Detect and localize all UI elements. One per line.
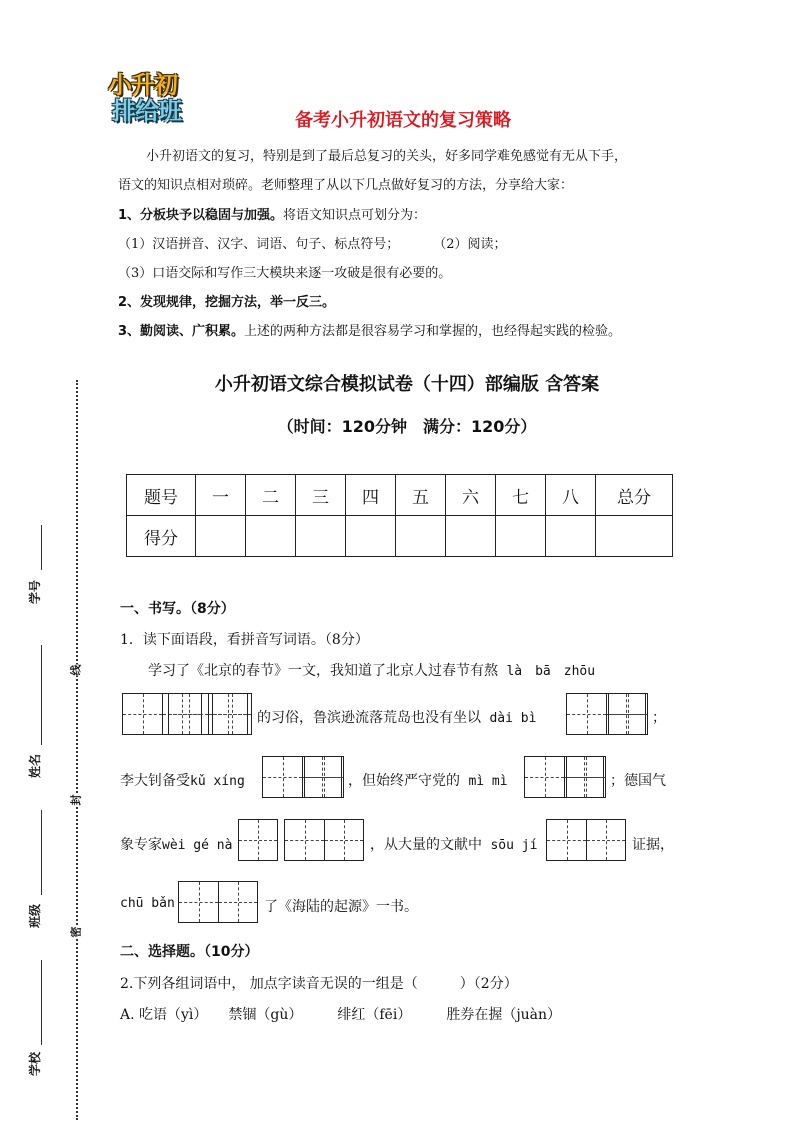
pinyin-chu-ban: chū bǎn — [120, 896, 175, 911]
q1-line4-mid-text: ，从大量的文献中 — [370, 837, 482, 853]
answer-grid-zhou[interactable] — [212, 693, 252, 735]
score-col-1: 一 — [196, 475, 246, 516]
score-col-3: 三 — [296, 475, 346, 516]
score-cell[interactable] — [496, 516, 546, 557]
q1-line3-start — [120, 770, 245, 790]
score-col-total: 总分 — [596, 475, 673, 516]
point3-heading: 3、勤阅读、广积累。 — [118, 324, 245, 339]
score-header-label: 题号 — [127, 475, 196, 516]
question2-option-a[interactable]: A. 吃语（yì） 禁锢（gù） 绯红（fēi） 胜券在握（juàn） — [120, 1007, 562, 1023]
q1-line1 — [148, 660, 595, 680]
name-label: 姓名 — [28, 753, 42, 778]
student-no-label: 学号 — [28, 579, 42, 604]
q1-line3-end: ；德国气 — [610, 773, 666, 789]
exam-title: 小升初语文综合模拟试卷（十四）部编版 含答案 — [214, 374, 600, 395]
point3 — [118, 320, 621, 339]
binding-dotted-line — [76, 380, 78, 1120]
answer-grid-ku-xing-2[interactable] — [304, 756, 344, 798]
point1-items-a — [118, 233, 507, 252]
strategy-title: 备考小升初语文的复习策略 — [295, 110, 511, 131]
score-row-label: 得分 — [127, 516, 196, 557]
q1-line5-text: 了《海陆的起源》一书。 — [264, 899, 418, 915]
logo-line2: 排给班 — [112, 97, 181, 125]
point1-text: 将语文知识点可划分为： — [283, 208, 427, 223]
q1-line4-mid — [370, 834, 537, 854]
pinyin-la-ba-zhou: là bā zhōu — [506, 664, 596, 679]
score-cell[interactable] — [296, 516, 346, 557]
intro-line2: 语文的知识点相对琐碎。老师整理了从以下几点做好复习的方法，分享给大家： — [118, 178, 574, 193]
q1-line3-text: 李大钊备受 — [120, 773, 190, 789]
q1-line4-text: 象专家 — [120, 837, 162, 853]
pinyin-sou-ji: sōu jí — [490, 838, 538, 853]
binding-mark-line: 线 — [66, 665, 86, 676]
question1: 1．读下面语段，看拼音写词语。（8分） — [120, 632, 369, 648]
point1-item-a: （1）汉语拼音、汉字、词语、句子、标点符号； — [118, 237, 400, 252]
score-cell[interactable] — [546, 516, 596, 557]
student-no-line[interactable] — [41, 525, 42, 570]
score-col-7: 七 — [496, 475, 546, 516]
point3-text: 上述的两种方法都是很容易学习和掌握的，也经得起实践的检验。 — [244, 324, 622, 339]
pinyin-wei-ge-na: wèi gé nà — [162, 838, 233, 853]
score-col-6: 六 — [446, 475, 496, 516]
q1-line2-text: 的习俗，鲁滨逊流落荒岛也没有坐以 — [257, 710, 481, 726]
name-line[interactable] — [41, 645, 42, 745]
score-cell[interactable] — [196, 516, 246, 557]
answer-grid-mi-mi-2[interactable] — [566, 756, 606, 798]
answer-grid-wei-ge-na[interactable] — [238, 819, 278, 861]
section1-heading: 一、书写。（8分） — [120, 601, 235, 617]
school-line[interactable] — [41, 960, 42, 1045]
answer-grid-wei-ge-na-2[interactable] — [284, 819, 364, 861]
class-line[interactable] — [41, 810, 42, 895]
score-cell[interactable] — [346, 516, 396, 557]
answer-grid-chu-ban[interactable] — [178, 881, 258, 923]
binding-mark-seal: 封 — [66, 795, 86, 806]
score-table-header-row — [127, 475, 673, 516]
pinyin-ku-xing: kǔ xíng — [190, 774, 245, 789]
answer-grid-sou-ji[interactable] — [546, 819, 626, 861]
q1-line4-start — [120, 834, 232, 854]
intro-line1: 小升初语文的复习，特别是到了最后总复习的关头，好多同学难免感觉有无从下手， — [146, 149, 628, 164]
logo-line1: 小升初 — [108, 71, 177, 99]
q1-line3-mid — [348, 770, 508, 790]
score-cell[interactable] — [446, 516, 496, 557]
answer-grid-dai-bi-2[interactable] — [608, 693, 648, 735]
point1-heading: 1、分板块予以稳固与加强。 — [118, 208, 284, 223]
pinyin-dai-bi: dài bì — [489, 711, 537, 726]
point2: 2、发现规律，挖掘方法，举一反三。 — [118, 295, 336, 310]
q1-line3-mid-text: ，但始终严守党的 — [348, 773, 460, 789]
score-table — [126, 474, 673, 557]
score-col-8: 八 — [546, 475, 596, 516]
section2-heading: 二、选择题。（10分） — [120, 944, 259, 960]
score-cell[interactable] — [396, 516, 446, 557]
binding-mark-secret: 密 — [66, 927, 86, 938]
pinyin-mi-mi: mì mì — [468, 774, 508, 789]
class-label: 班级 — [28, 903, 42, 928]
score-col-4: 四 — [346, 475, 396, 516]
q1-line2 — [257, 707, 536, 727]
q1-line1-text: 学习了《北京的春节》一文，我知道了北京人过春节有熬 — [148, 663, 498, 679]
score-table-score-row — [127, 516, 673, 557]
exam-subtitle: （时间：120分钟 满分：120分） — [277, 417, 537, 436]
score-cell[interactable] — [246, 516, 296, 557]
score-col-5: 五 — [396, 475, 446, 516]
q1-line2-end: ； — [652, 710, 666, 726]
score-cell[interactable] — [596, 516, 673, 557]
point1-item-c: （3）口语交际和写作三大模块来逐一攻破是很有必要的。 — [118, 266, 452, 281]
q1-line4-end: 证据， — [632, 837, 674, 853]
school-label: 学校 — [28, 1051, 42, 1076]
question2: 2.下列各组词语中， 加点字读音无误的一组是（ ）（2分） — [120, 976, 518, 992]
point1 — [118, 204, 426, 223]
score-col-2: 二 — [246, 475, 296, 516]
point1-item-b: （2）阅读； — [433, 237, 507, 252]
